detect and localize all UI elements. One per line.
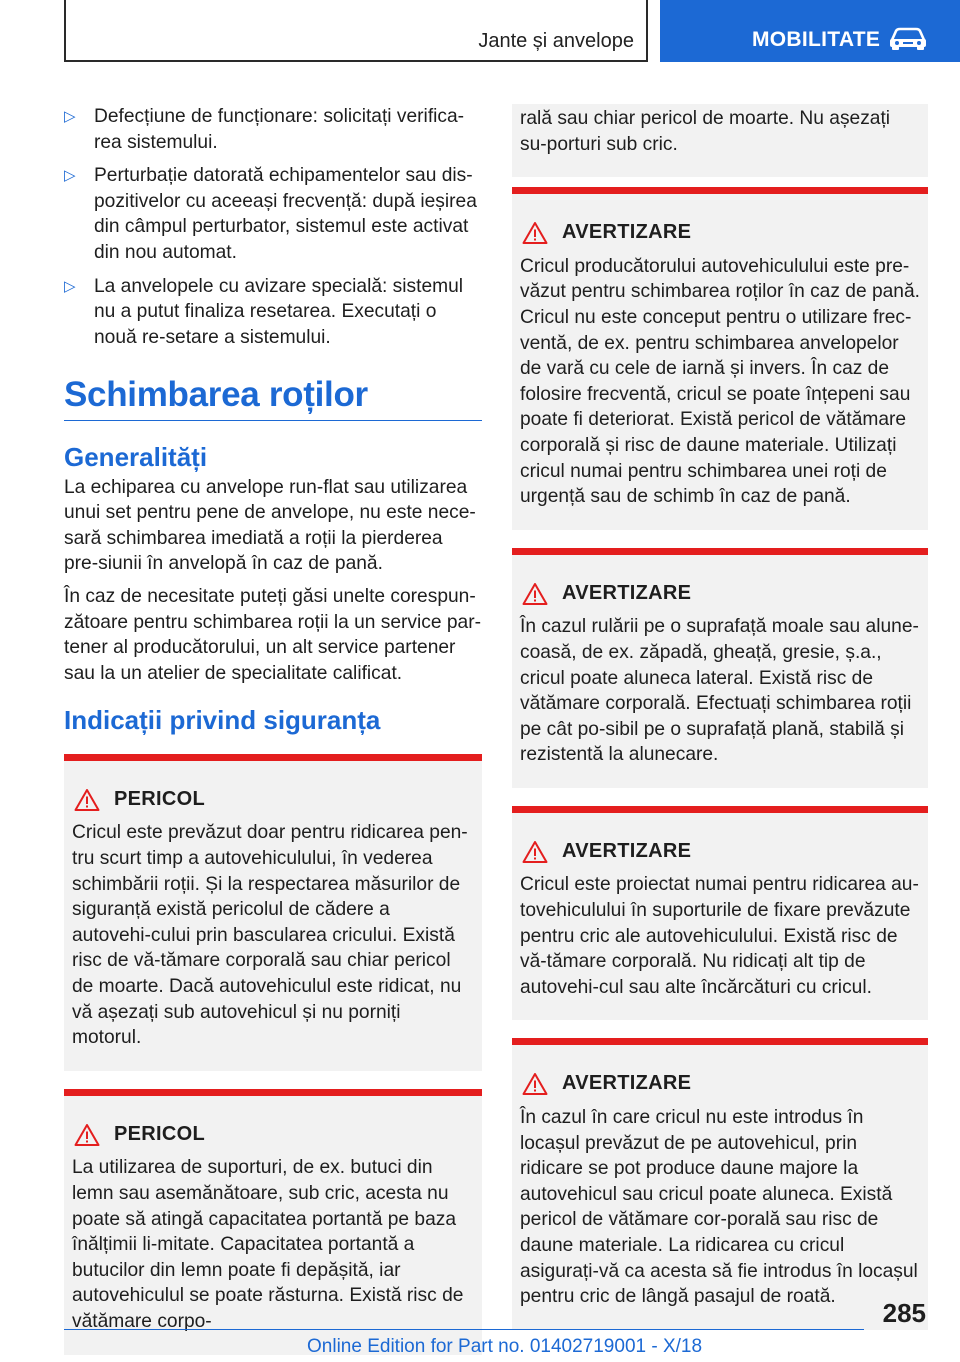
subsection-heading-general: Generalități <box>64 441 208 472</box>
warning-box <box>512 806 928 1021</box>
header-chapter-tab <box>660 0 960 62</box>
warning-triangle-icon <box>522 1072 548 1096</box>
box-text: rală sau chiar pericol de moarte. Nu așezați su-porturi sub cric. <box>520 108 891 155</box>
danger-box <box>64 754 482 1071</box>
warning-triangle-icon <box>522 221 548 245</box>
list-item-text: Perturbație datorată echipamentelor sau dis-pozitivelor cu aceeași frecvență: după ieșirea din câmpul perturbator, sistemul este activat din nou automat. <box>94 165 477 263</box>
footer-divider <box>64 1329 864 1330</box>
subsection-heading-safety: Indicații privind siguranța <box>64 705 381 736</box>
warning-box <box>512 548 928 788</box>
paragraph: În caz de necesitate puteți găsi unelte corespun-zătoare pentru schimbarea roții la un service par-tener al producătorului, un alt service partener sau la un atelier de specialitate calificat. <box>64 585 481 684</box>
paragraph: La echiparea cu anvelope run-flat sau utilizarea unui set pentru pene de anvelope, nu este nece-sară schimbarea imediată a roții la pierderea pre-siunii în anvelopă în caz de pană. <box>64 476 476 575</box>
list-item <box>64 163 482 265</box>
box-text: La utilizarea de suporturi, de ex. butuci din lemn sau asemănătoare, sub cric, acesta nu poate să atingă capacitatea portantă pe baza înălțimii li-mitate. Capacitatea portantă a butucilor din lemn poate fi depășită, iar autovehiculul se poate răsturna. Există risc de vătămare corpo- <box>72 1157 464 1332</box>
left-column <box>64 104 482 1355</box>
warning-box <box>512 187 928 530</box>
danger-box-continuation <box>512 104 928 177</box>
list-item <box>64 104 482 155</box>
box-text: Cricul este prevăzut doar pentru ridicarea pen-tru scurt timp a autovehiculului, în vederea schimbării roții. Și la respectarea măsurilor de siguranță există pericolul de cădere a autovehi-cului prin bascularea cricului. Există risc de vă-tămare corporală sau chiar pericol de moarte. Dacă autovehiculul este ridicat, nu vă așezați sub autovehicul și nu porniți motorul. <box>72 822 468 1049</box>
box-title: AVERTIZARE <box>562 221 692 244</box>
footer-edition: Online Edition for Part no. 01402719001 - X/18 <box>307 1336 703 1357</box>
list-item <box>64 274 482 351</box>
box-text: În cazul rulării pe o suprafață moale sau alune-coasă, de ex. zăpadă, gheață, gresie, ș.a., cricul poate aluneca lateral. Există risc de vătămare corporală. Efectuați schimbarea roții pe cât po-sibil pe o suprafață plană, stabilă și rezistentă la alunecare. <box>520 616 919 766</box>
bullet-triangle-icon: ▷ <box>64 108 76 125</box>
warning-triangle-icon <box>74 1123 100 1147</box>
header-section-tab <box>64 0 648 62</box>
section-heading: Schimbarea roților <box>64 382 482 421</box>
warning-triangle-icon <box>74 788 100 812</box>
box-title: PERICOL <box>114 1122 205 1145</box>
list-item-text: Defecțiune de funcționare: solicitați verifica-rea sistemului. <box>94 106 465 153</box>
header-section-title: Jante și anvelope <box>478 30 634 52</box>
bullet-triangle-icon: ▷ <box>64 277 76 295</box>
warning-triangle-icon <box>522 840 548 864</box>
header-chapter-title: MOBILITATE <box>752 28 881 51</box>
list-item-text: La anvelopele cu avizare specială: sistemul nu a putut finaliza resetarea. Executați o nouă re-setare a sistemului. <box>94 275 464 348</box>
box-text: În cazul în care cricul nu este introdus în locașul prevăzut de pe autovehicul, prin ridicare se pot produce daune majore la autovehicul sau cricul poate aluneca. Există pericol de vătămare cor-porală sau risc de daune materiale. La ridicarea cu cricul asigurați-vă ca acesta să fie introdus în locașul pentru cric de lângă pasajul de roată. <box>520 1107 918 1308</box>
box-text: Cricul este proiectat numai pentru ridicarea au-tovehiculului în suporturile de fixare prevăzute pentru cric ale autovehiculului. Există risc de vă-tămare corporală. Nu ridicați alt tip de autovehi-cul sau alte încărcături cu cricul. <box>520 874 919 998</box>
box-title: AVERTIZARE <box>562 839 692 862</box>
warning-triangle-icon <box>522 582 548 606</box>
box-text: Cricul producătorului autovehiculului este pre-văzut pentru schimbarea roților în caz de pană. Cricul nu este conceput pentru o utilizare frec-ventă, de ex. pentru schimbarea anvelopelor de vară cu cele de iarnă și invers. În caz de folosire frecventă, cricul se poate înțepeni sau poate fi deteriorat. Există pericol de vătămare corporală și risc de daune materiale. Utilizați cricul numai pentru schimbarea unei roți de urgență sau de schimb în caz de pană. <box>520 255 920 508</box>
car-icon <box>888 27 928 51</box>
box-title: AVERTIZARE <box>562 1072 692 1095</box>
right-column <box>512 104 928 1330</box>
box-title: AVERTIZARE <box>562 581 692 604</box>
warning-box <box>512 1038 928 1329</box>
page-number: 285 <box>882 1298 926 1328</box>
danger-box <box>64 1089 482 1355</box>
box-title: PERICOL <box>114 787 205 810</box>
bullet-triangle-icon: ▷ <box>64 167 76 185</box>
